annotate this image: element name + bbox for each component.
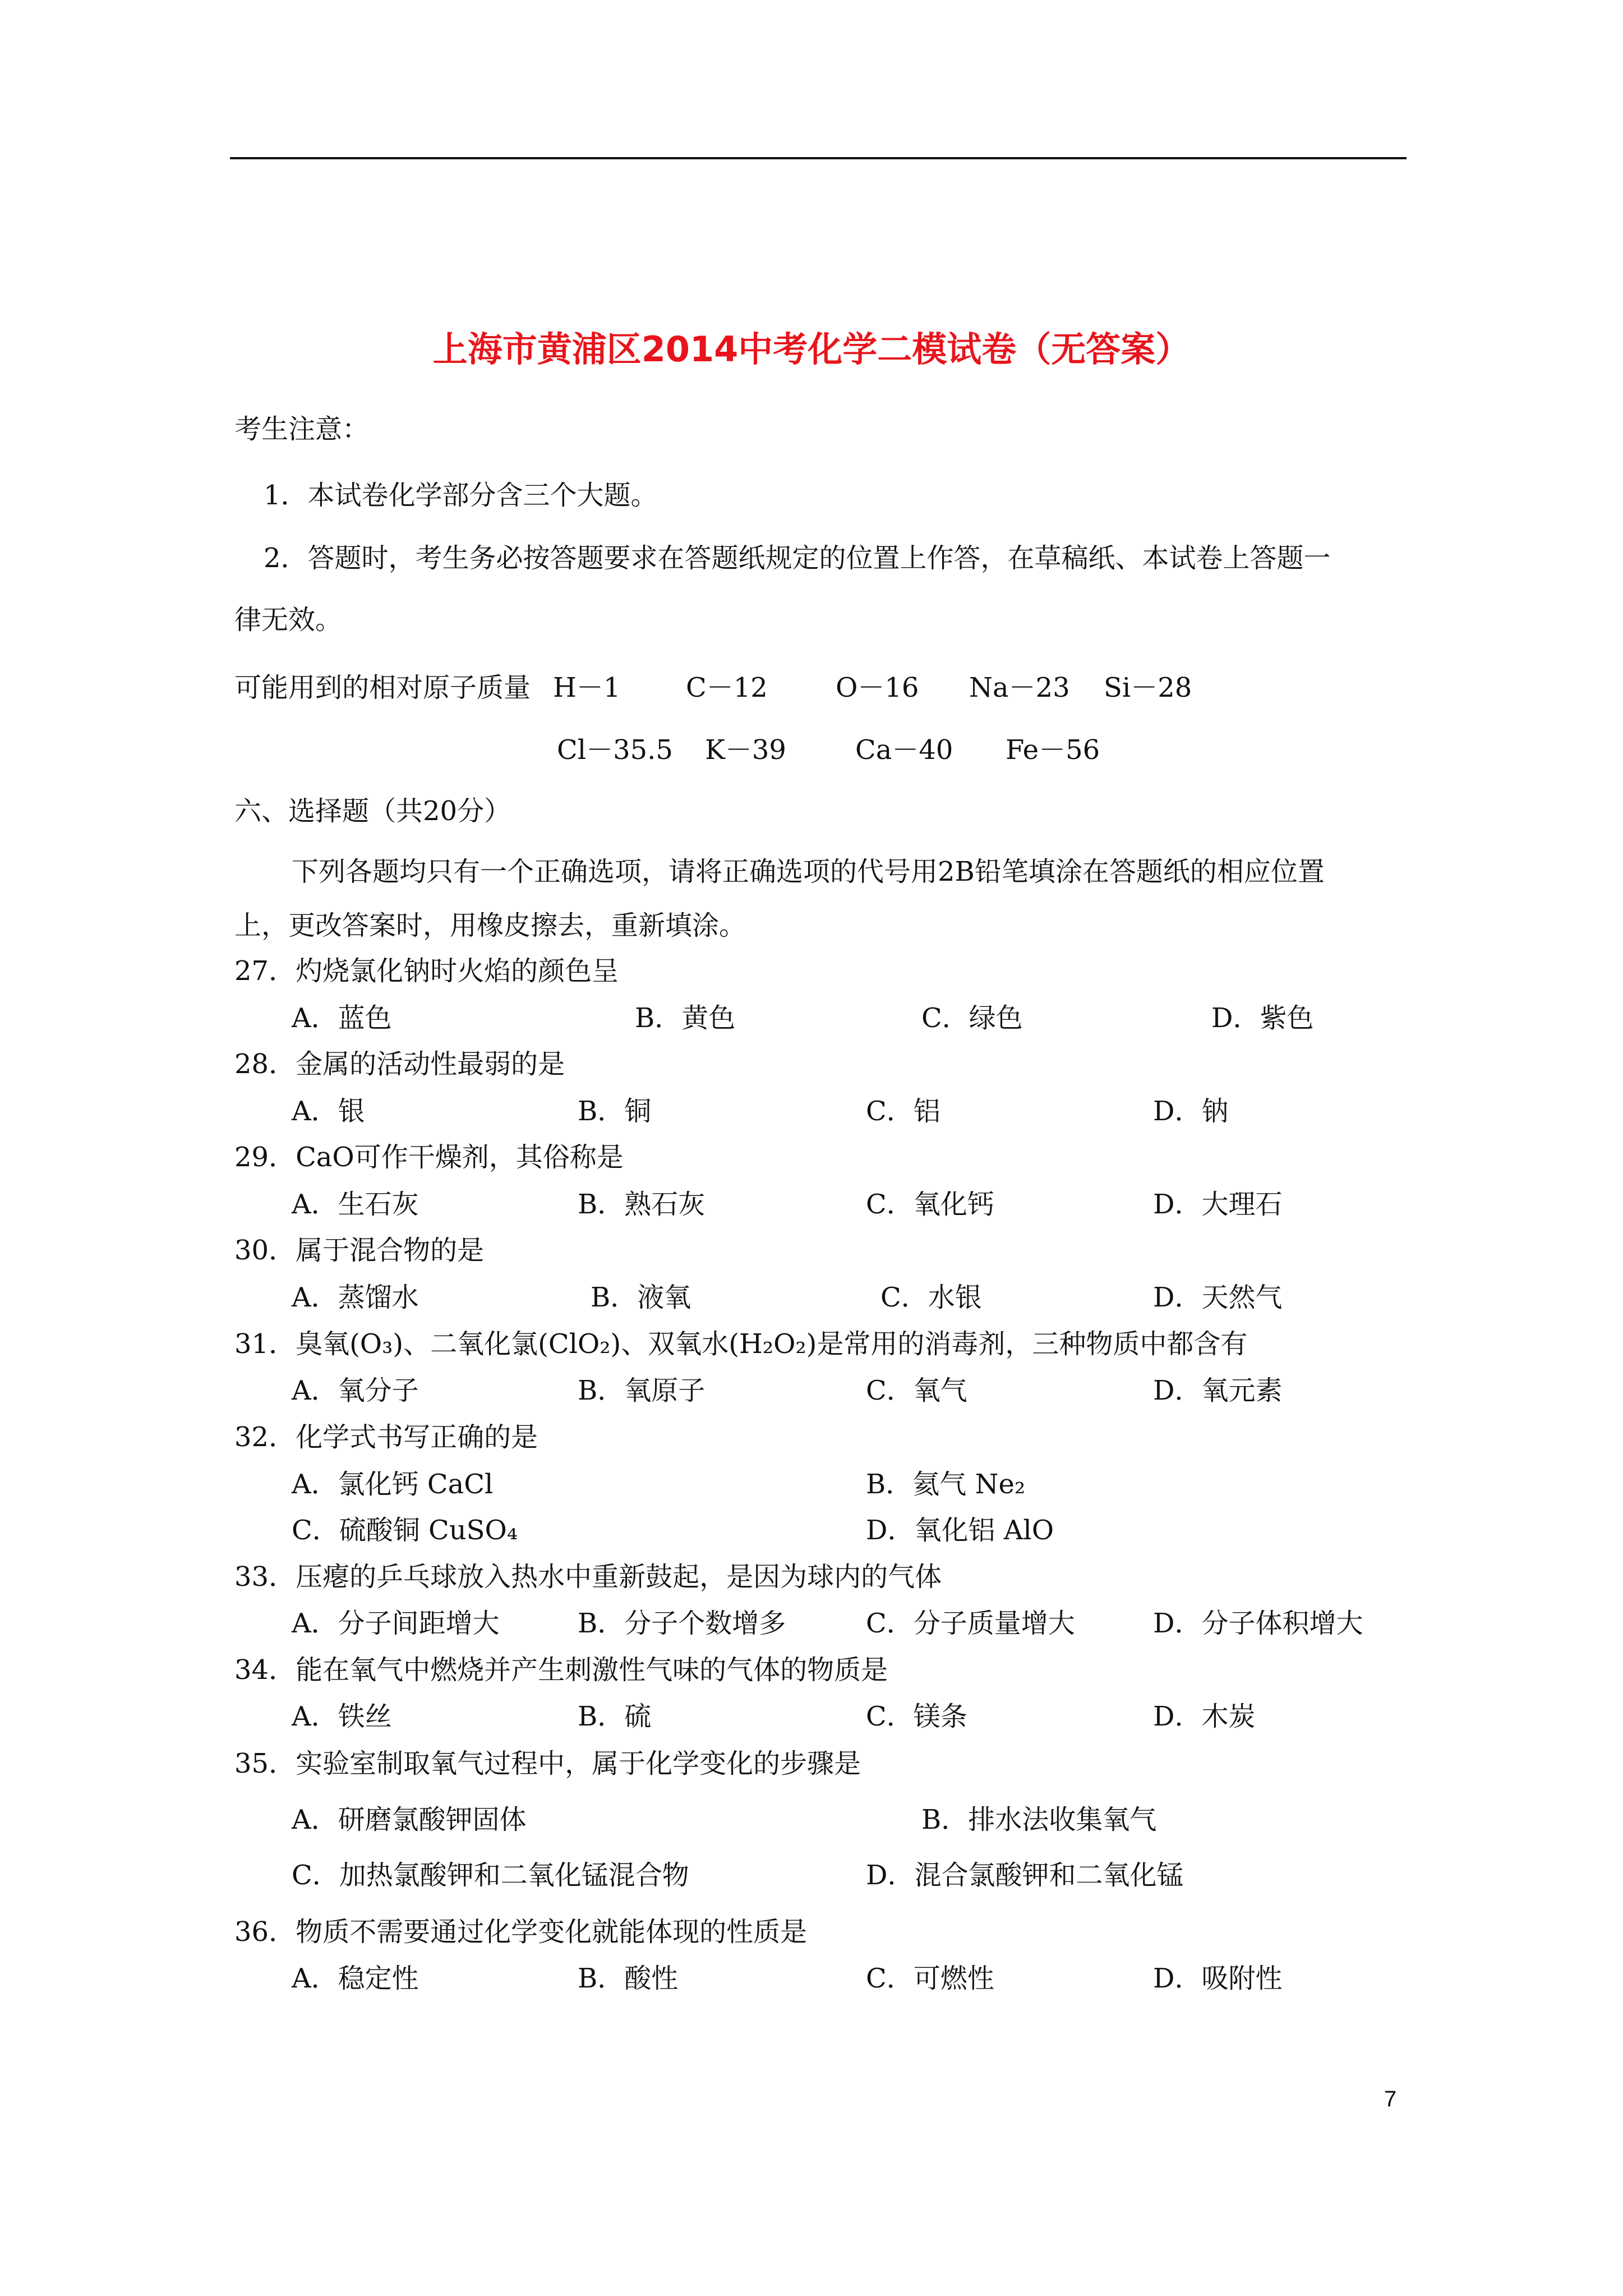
option: B．铜 (578, 1096, 652, 1127)
option: C．可燃性 (866, 1963, 994, 1994)
option: B．液氧 (591, 1282, 691, 1313)
option: B．硫 (578, 1701, 652, 1732)
option: D．分子体积增大 (1153, 1608, 1363, 1639)
option: A．研磨氯酸钾固体 (292, 1804, 527, 1835)
option: C．绿色 (921, 1002, 1023, 1034)
option: C．氧气 (866, 1375, 967, 1406)
page-number: 7 (1384, 2087, 1397, 2111)
section-heading: 六、选择题（共20分） (234, 795, 511, 827)
atomic-mass-label: 可能用到的相对原子质量 (234, 672, 531, 703)
option: D．木炭 (1153, 1701, 1256, 1732)
option: A．铁丝 (292, 1701, 392, 1732)
option: D．混合氯酸钾和二氧化锰 (866, 1860, 1184, 1891)
question-stem: 32．化学式书写正确的是 (234, 1421, 538, 1453)
question-stem: 31．臭氧(O₃)、二氧化氯(ClO₂)、双氧水(H₂O₂)是常用的消毒剂，三种物质中都含有 (234, 1328, 1248, 1360)
atomic-mass-ca: Ca－40 (855, 734, 953, 766)
option: A．银 (292, 1096, 365, 1127)
option: A．稳定性 (292, 1963, 419, 1994)
option: B．排水法收集氧气 (921, 1804, 1157, 1835)
option: C．氧化钙 (866, 1189, 994, 1220)
option: A．氯化钙 CaCl (292, 1469, 494, 1500)
section-instruction-line-2: 上，更改答案时，用橡皮擦去，重新填涂。 (234, 910, 746, 941)
page-title: 上海市黄浦区2014中考化学二模试卷（无答案） (432, 329, 1191, 370)
atomic-mass-na: Na－23 (969, 672, 1070, 703)
option: A．蓝色 (292, 1002, 392, 1034)
option: B．分子个数增多 (578, 1608, 786, 1639)
question-stem: 30．属于混合物的是 (234, 1235, 485, 1266)
question-stem: 29．CaO可作干燥剂，其俗称是 (234, 1142, 624, 1173)
atomic-mass-si: Si－28 (1104, 672, 1192, 703)
header-rule (230, 157, 1407, 159)
atomic-mass-k: K－39 (705, 734, 786, 766)
atomic-mass-c: C－12 (686, 672, 768, 703)
notice-item-2-line-1: 2．答题时，考生务必按答题要求在答题纸规定的位置上作答，在草稿纸、本试卷上答题一 (264, 542, 1331, 574)
option: D．天然气 (1153, 1282, 1283, 1313)
question-stem: 35．实验室制取氧气过程中，属于化学变化的步骤是 (234, 1748, 861, 1779)
option: D．钠 (1153, 1096, 1229, 1127)
option: C．水银 (880, 1282, 982, 1313)
notice-item-1: 1．本试卷化学部分含三个大题。 (264, 480, 658, 511)
question-stem: 36．物质不需要通过化学变化就能体现的性质是 (234, 1916, 808, 1948)
option: D．氧化铝 AlO (866, 1515, 1054, 1546)
option: D．吸附性 (1153, 1963, 1283, 1994)
notice-item-2-line-2: 律无效。 (234, 604, 343, 636)
option: C．硫酸铜 CuSO₄ (292, 1515, 518, 1546)
option: D．紫色 (1211, 1002, 1314, 1034)
notice-heading: 考生注意： (234, 413, 370, 445)
question-stem: 27．灼烧氯化钠时火焰的颜色呈 (234, 955, 619, 987)
option: D．大理石 (1153, 1189, 1283, 1220)
option: B．熟石灰 (578, 1189, 706, 1220)
option: B．氧原子 (578, 1375, 706, 1406)
question-stem: 33．压瘪的乒乓球放入热水中重新鼓起，是因为球内的气体 (234, 1561, 942, 1593)
atomic-mass-h: H－1 (553, 672, 621, 703)
option: B．酸性 (578, 1963, 679, 1994)
question-stem: 28．金属的活动性最弱的是 (234, 1048, 565, 1080)
option: A．分子间距增大 (292, 1608, 500, 1639)
option: C．加热氯酸钾和二氧化锰混合物 (292, 1860, 689, 1891)
option: D．氧元素 (1153, 1375, 1283, 1406)
option: A．氧分子 (292, 1375, 419, 1406)
option: B．黄色 (635, 1002, 736, 1034)
option: C．分子质量增大 (866, 1608, 1075, 1639)
option: C．镁条 (866, 1701, 967, 1732)
question-stem: 34．能在氧气中燃烧并产生刺激性气味的气体的物质是 (234, 1654, 888, 1686)
atomic-mass-cl: Cl－35.5 (557, 734, 673, 766)
option: C．铝 (866, 1096, 940, 1127)
option: A．生石灰 (292, 1189, 419, 1220)
option: A．蒸馏水 (292, 1282, 419, 1313)
atomic-mass-fe: Fe－56 (1006, 734, 1100, 766)
atomic-mass-o: O－16 (836, 672, 919, 703)
option: B．氦气 Ne₂ (866, 1469, 1026, 1500)
section-instruction-line-1: 下列各题均只有一个正确选项，请将正确选项的代号用2B铅笔填涂在答题纸的相应位置 (292, 856, 1325, 887)
